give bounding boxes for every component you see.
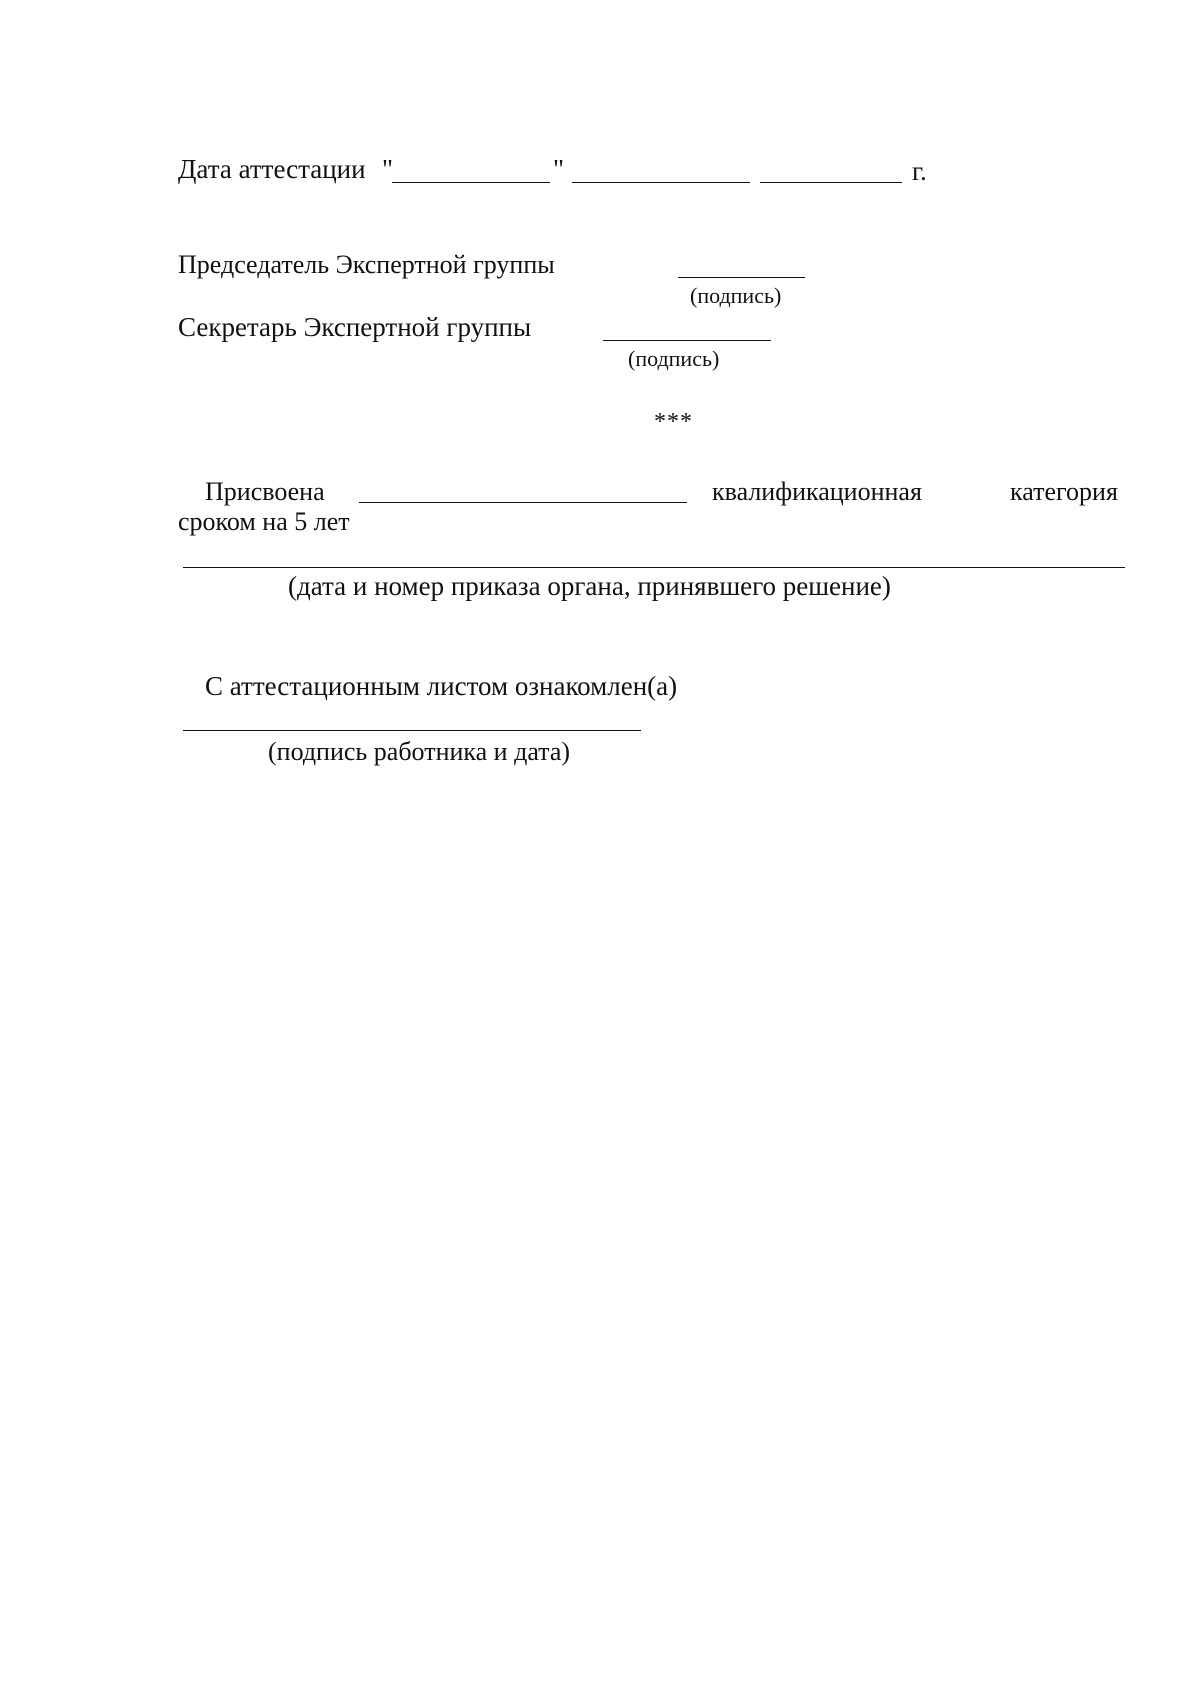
chairman-signature-field[interactable]: [678, 277, 805, 278]
assigned-word: Присвоена: [205, 477, 325, 506]
qualification-category-field[interactable]: [359, 502, 687, 503]
order-date-number-field[interactable]: [183, 567, 1125, 568]
category-word: категория: [1010, 477, 1118, 506]
assignment-term: сроком на 5 лет: [178, 507, 350, 536]
employee-signature-caption: (подпись работника и дата): [268, 737, 571, 766]
attestation-month-field[interactable]: [572, 182, 750, 183]
attestation-day-field[interactable]: [392, 182, 550, 183]
acknowledgement-text: С аттестационным листом ознакомлен(а): [205, 671, 678, 701]
attestation-year-suffix: г.: [912, 156, 927, 186]
chairman-signature-caption: (подпись): [690, 283, 782, 308]
qualification-word: квалификационная: [712, 477, 922, 506]
section-separator: ***: [654, 409, 693, 435]
attestation-date-label: Дата аттестации: [178, 154, 366, 184]
attestation-year-field[interactable]: [760, 182, 902, 183]
attestation-date-close-quote: ": [553, 154, 565, 184]
employee-signature-field[interactable]: [183, 730, 641, 731]
attestation-date-open-quote: ": [382, 154, 394, 184]
secretary-signature-field[interactable]: [603, 340, 771, 341]
secretary-signature-caption: (подпись): [628, 346, 720, 371]
order-caption: (дата и номер приказа органа, принявшего решение): [288, 571, 891, 601]
chairman-label: Председатель Экспертной группы: [178, 250, 555, 279]
secretary-label: Секретарь Экспертной группы: [178, 312, 532, 342]
